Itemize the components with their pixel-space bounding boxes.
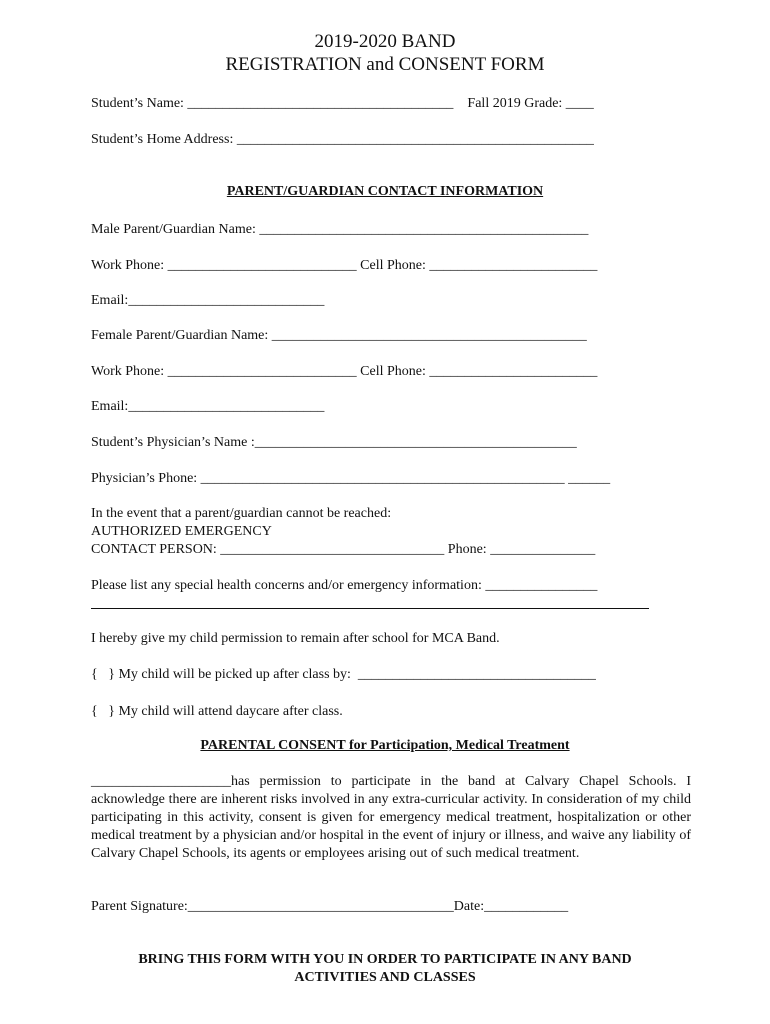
physician-phone-field[interactable]: Physician’s Phone: ____________________________________________________ ______ bbox=[91, 471, 611, 486]
male-parent-name-field[interactable]: Male Parent/Guardian Name: _______________________________________________ bbox=[91, 222, 589, 237]
permission-statement: I hereby give my child permission to remain after school for MCA Band. bbox=[91, 631, 500, 646]
female-parent-email-field[interactable]: Email:____________________________ bbox=[91, 399, 325, 414]
footer-instruction-cont: ACTIVITIES AND CLASSES bbox=[294, 970, 476, 985]
parent-signature-field[interactable]: Parent Signature:______________________________________Date:____________ bbox=[91, 899, 569, 914]
student-name-field[interactable]: Student’s Name: ______________________________________ Fall 2019 Grade: ____ bbox=[91, 96, 594, 111]
emergency-intro-text: In the event that a parent/guardian cannot be reached: bbox=[91, 506, 392, 521]
footer-instruction: BRING THIS FORM WITH YOU IN ORDER TO PARTICIPATE IN ANY BAND bbox=[138, 952, 632, 967]
health-concerns-field[interactable]: Please list any special health concerns and/or emergency information: ________________ bbox=[91, 578, 598, 593]
female-parent-phone-fields[interactable]: Work Phone: ___________________________ Cell Phone: ________________________ bbox=[91, 364, 598, 379]
form-title: REGISTRATION and CONSENT FORM bbox=[225, 54, 545, 75]
male-parent-email-field[interactable]: Email:____________________________ bbox=[91, 293, 325, 308]
emergency-contact-field[interactable]: CONTACT PERSON: ________________________________ Phone: _______________ bbox=[91, 542, 596, 557]
form-title-year: 2019-2020 BAND bbox=[314, 31, 456, 52]
consent-paragraph: ____________________has permission to participate in the band at Calvary Chapel Schools. I acknowledge there are inherent risks involved in any extra-curricular activity. In consideration of my child participating in this activity, consent is given for emergency medical treatment, hospitalization or other medical treatment by a physician and/or hospital in the event of injury or illness, and waive any liability of Calvary Chapel Schools, its agents or employees arising out of such medical treatment. bbox=[91, 774, 691, 861]
daycare-option[interactable]: { } My child will attend daycare after class. bbox=[91, 704, 343, 719]
consent-section-heading: PARENTAL CONSENT for Participation, Medical Treatment bbox=[200, 738, 570, 753]
health-concerns-line[interactable] bbox=[91, 608, 649, 609]
contact-section-heading: PARENT/GUARDIAN CONTACT INFORMATION bbox=[226, 184, 544, 199]
physician-name-field[interactable]: Student’s Physician’s Name :______________________________________________ bbox=[91, 435, 577, 450]
emergency-label: AUTHORIZED EMERGENCY bbox=[91, 524, 272, 539]
male-parent-phone-fields[interactable]: Work Phone: ___________________________ Cell Phone: ________________________ bbox=[91, 258, 598, 273]
pickup-option[interactable]: { } My child will be picked up after class by: __________________________________ bbox=[91, 667, 596, 682]
female-parent-name-field[interactable]: Female Parent/Guardian Name: _____________________________________________ bbox=[91, 328, 587, 343]
home-address-field[interactable]: Student’s Home Address: ___________________________________________________ bbox=[91, 132, 594, 147]
